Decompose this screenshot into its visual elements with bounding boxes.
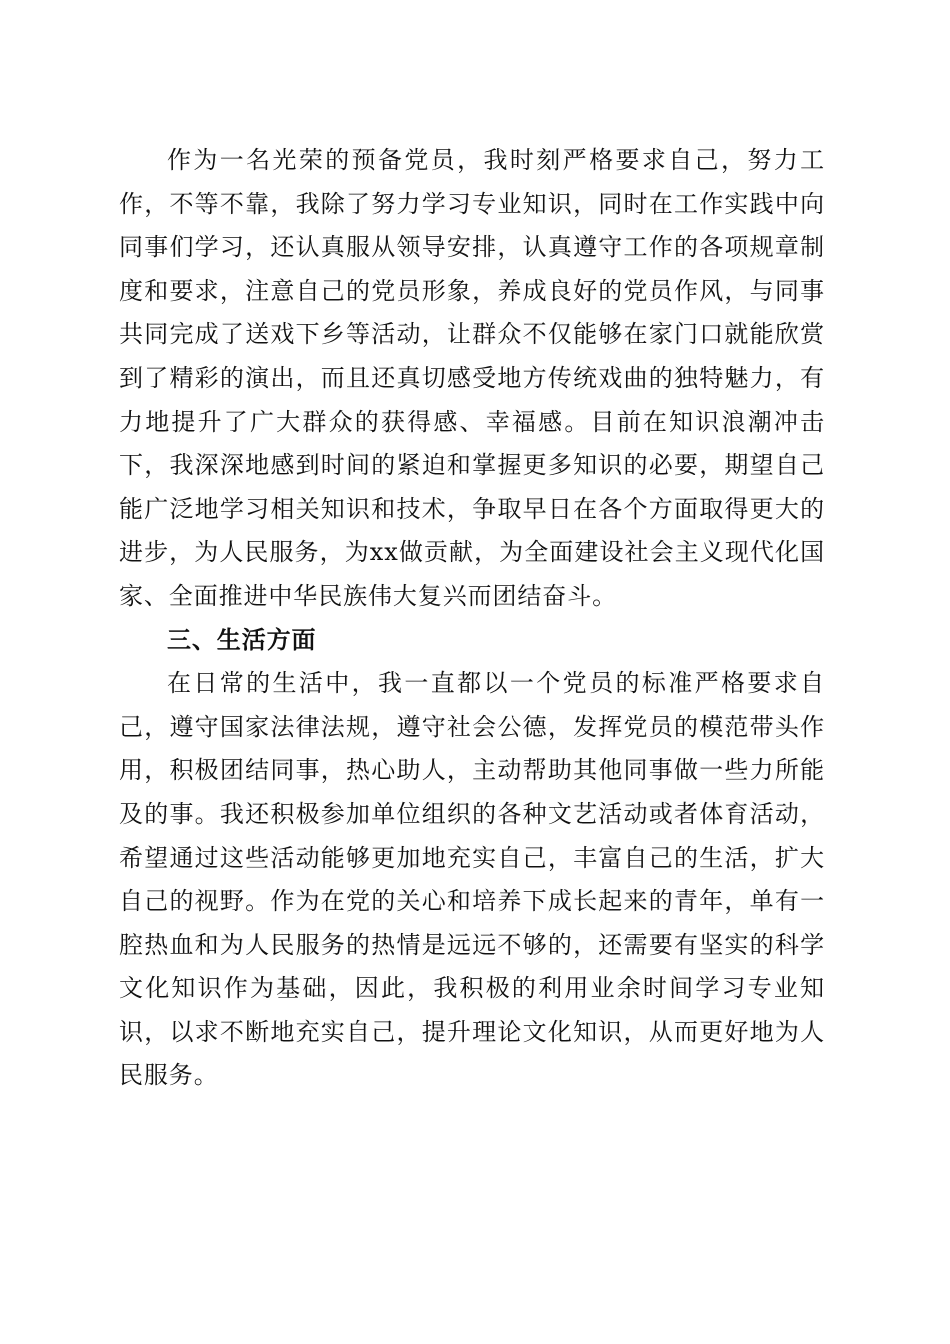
section-heading: 三、生活方面 [167, 625, 317, 654]
life-paragraph: 在日常的生活中，我一直都以一个党员的标准严格要求自己，遵守国家法律法规，遵守社会公德，发挥党员的模范带头作用，积极团结同事，热心助人，主动帮助其他同事做一些力所能及的事。我还积极参加单位组织的各种文艺活动或者体育活动，希望通过这些活动能够更加地充实自己，丰富自己的生活，扩大自己的视野。作为在党的关心和培养下成长起来的青年，单有一腔热血和为人民服务的热情是远远不够的，还需要有坚实的科学文化知识作为基础，因此，我积极的利用业余时间学习专业知识，以求不断地充实自己，提升理论文化知识，从而更好地为人民服务。 [119, 669, 825, 1090]
document-body [119, 139, 825, 1098]
work-paragraph: 作为一名光荣的预备党员，我时刻严格要求自己，努力工作，不等不靠，我除了努力学习专业知识，同时在工作实践中向同事们学习，还认真服从领导安排，认真遵守工作的各项规章制度和要求，注意自己的党员形象，养成良好的党员作风，与同事共同完成了送戏下乡等活动，让群众不仅能够在家门口就能欣赏到了精彩的演出，而且还真切感受地方传统戏曲的独特魅力，有力地提升了广大群众的获得感、幸福感。目前在知识浪潮冲击下，我深深地感到时间的紧迫和掌握更多知识的必要，期望自己能广泛地学习相关知识和技术，争取早日在各个方面取得更大的进步，为人民服务，为xx做贡献，为全面建设社会主义现代化国家、全面推进中华民族伟大复兴而团结奋斗。 [119, 146, 825, 610]
